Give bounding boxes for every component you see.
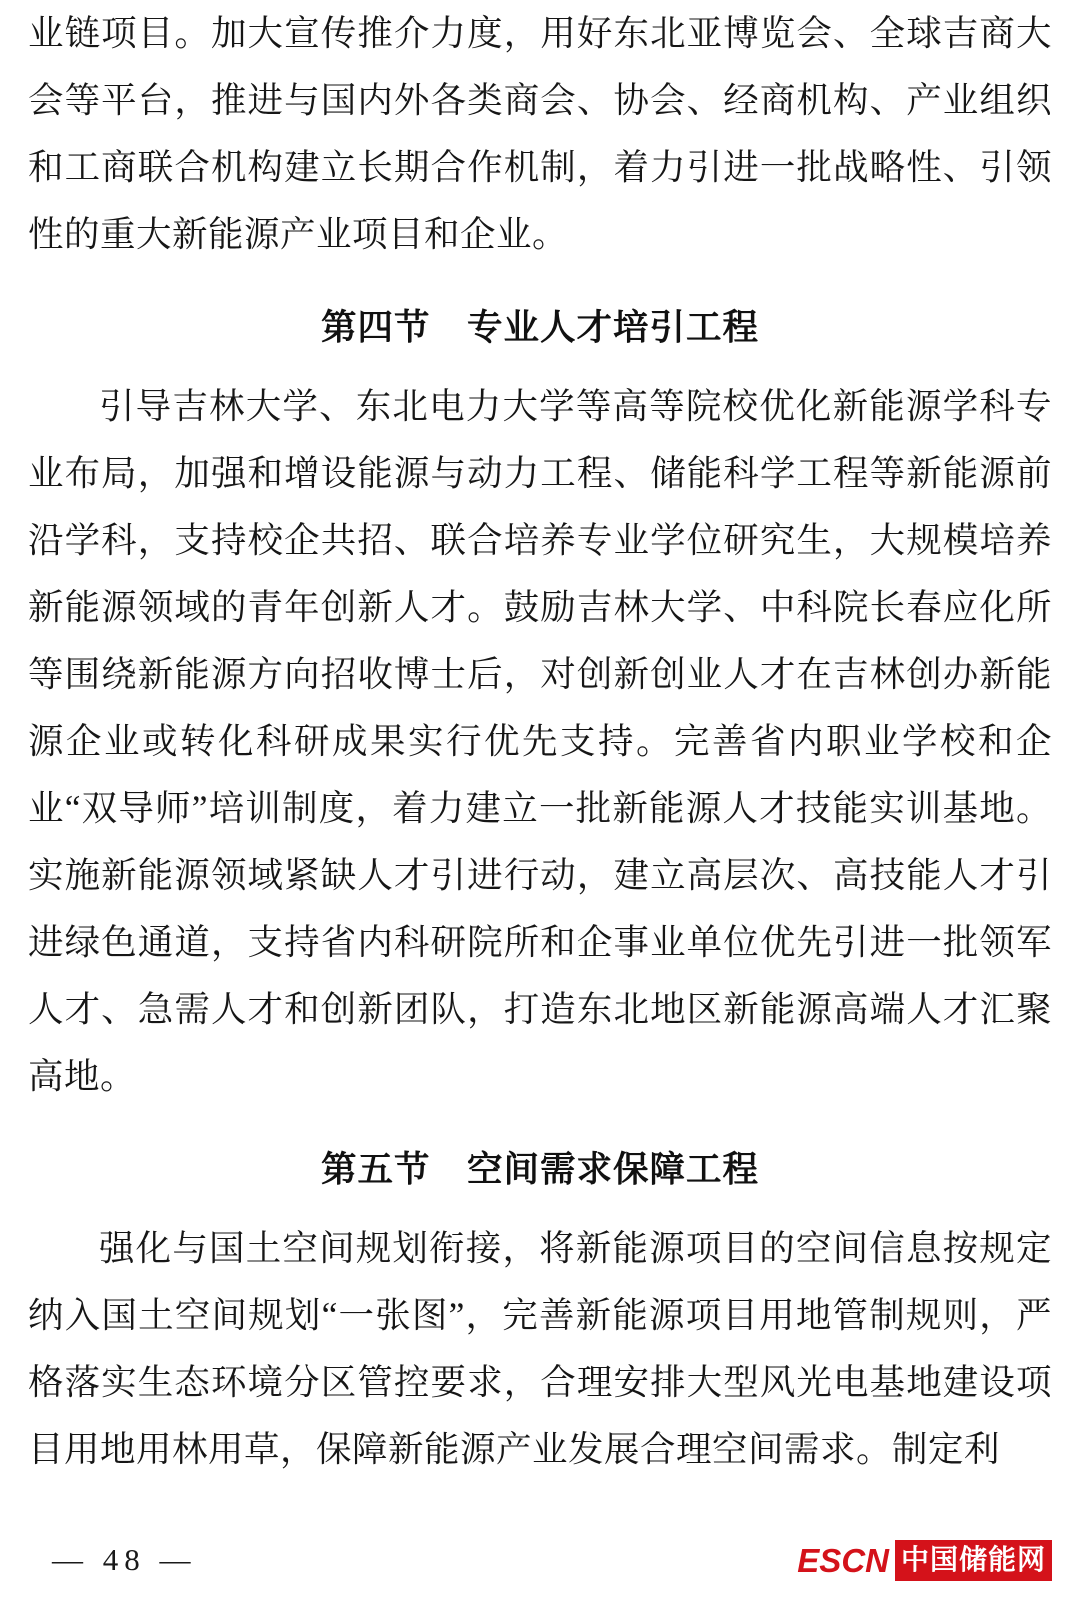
section-five-body: 强化与国土空间规划衔接，将新能源项目的空间信息按规定纳入国土空间规划“一张图”，完善新能源项目用地管制规则，严格落实生态环境分区管控要求，合理安排大型风光电基地建设项目用地用林用草，保障新能源产业发展合理空间需求。制定利 — [28, 1228, 1052, 1469]
page-number: — 48 — — [52, 1542, 197, 1577]
section-heading-four: 第四节 专业人才培引工程 — [320, 307, 759, 347]
watermark-chinese-text: 中国储能网 — [895, 1540, 1052, 1581]
section-four-body: 引导吉林大学、东北电力大学等高等院校优化新能源学科专业布局，加强和增设能源与动力工程、储能科学工程等新能源前沿学科，支持校企共招、联合培养专业学位研究生，大规模培养新能源领域的青年创新人才。鼓励吉林大学、中科院长春应化所等围绕新能源方向招收博士后，对创新创业人才在吉林创办新能源企业或转化科研成果实行优先支持。完善省内职业学校和企业“双导师”培训制度，着力建立一批新能源人才技能实训基地。实施新能源领域紧缺人才引进行动，建立高层次、高技能人才引进绿色通道，支持省内科研院所和企事业单位优先引进一批领军人才、急需人才和创新团队，打造东北地区新能源高端人才汇聚高地。 — [28, 386, 1052, 1096]
page-footer — [0, 1532, 1080, 1586]
paragraph-continued: 业链项目。加大宣传推介力度，用好东北亚博览会、全球吉商大会等平台，推进与国内外各类商会、协会、经商机构、产业组织和工商联合机构建立长期合作机制，着力引进一批战略性、引领性的重大新能源产业项目和企业。 — [28, 13, 1052, 254]
watermark — [797, 1540, 1052, 1580]
watermark-brand-text: ESCN — [797, 1541, 889, 1579]
section-heading-five: 第五节 空间需求保障工程 — [320, 1149, 759, 1189]
